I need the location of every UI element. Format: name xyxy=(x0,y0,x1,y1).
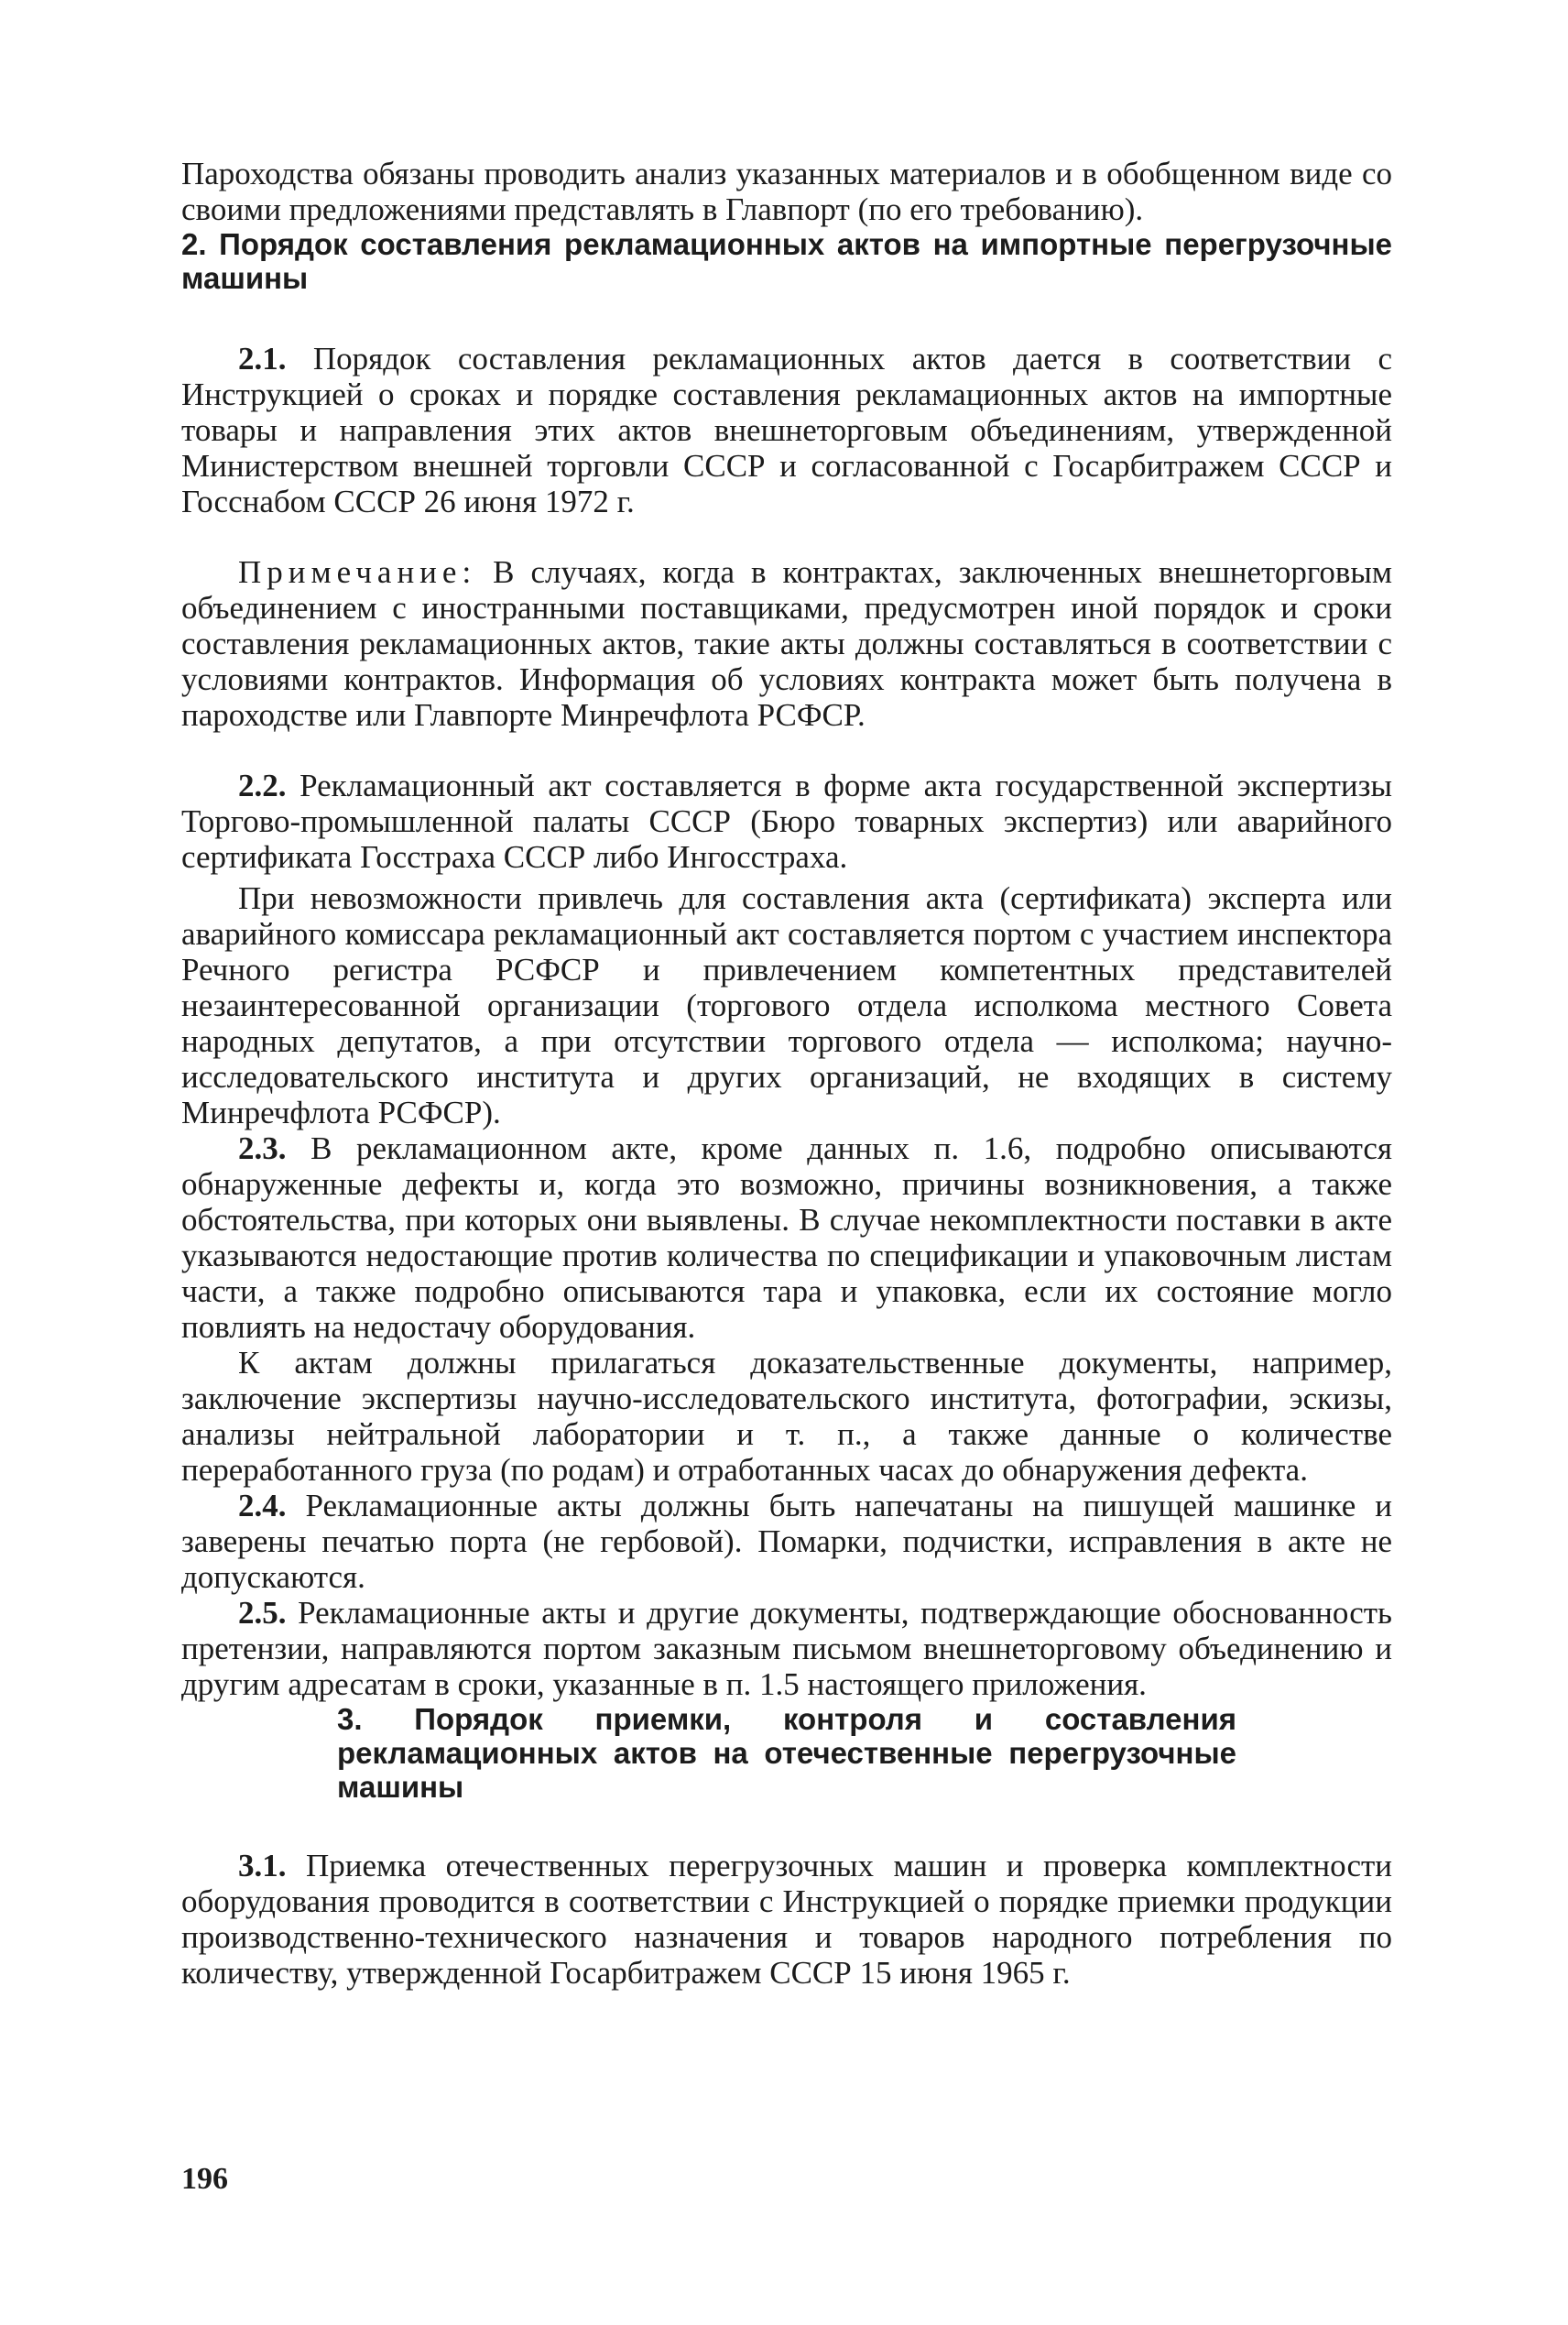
note-paragraph xyxy=(181,554,1392,733)
paragraph-2-1 xyxy=(181,341,1392,519)
paragraph-number: 3.1. xyxy=(238,1848,287,1883)
intro-paragraph: Пароходства обязаны проводить анализ указанных материалов и в обобщенном виде со своими предложениями представлять в Главпорт (по его требованию). xyxy=(181,156,1392,227)
paragraph-text: Порядок составления рекламационных актов дается в соответствии с Инструкцией о сроках и порядке составления рекламационных актов на импортные товары и направления этих актов внешнеторговым объединениям, утвержденной Министерством внешней торговли СССР и согласованной с Госарбитражем СССР и Госснабом СССР 26 июня 1972 г. xyxy=(181,341,1392,519)
paragraph-text: Рекламационные акты должны быть напечатаны на пишущей машинке и заверены печатью порта (не гербовой). Помарки, подчистки, исправления в акте не допускаются. xyxy=(181,1488,1393,1595)
paragraph-3-1 xyxy=(181,1848,1392,1991)
paragraph-2-4 xyxy=(181,1488,1392,1595)
paragraph-text: Рекламационные акты и другие документы, подтверждающие обоснованность претензии, направляются портом заказным письмом внешнеторговому объединению и другим адресатам в сроки, указанные в п. 1.5 настоящего приложения. xyxy=(181,1595,1392,1702)
note-label: Примечание: xyxy=(238,554,477,590)
section-3-heading: 3. Порядок приемки, контроля и составления рекламационных актов на отечественные перегрузочные машины xyxy=(337,1702,1236,1804)
page-number: 196 xyxy=(181,2162,228,2196)
paragraph-2-2 xyxy=(181,768,1392,875)
paragraph-2-3 xyxy=(181,1130,1392,1345)
paragraph-2-2-continued: При невозможности привлечь для составления акта (сертификата) эксперта или аварийного комиссара рекламационный акт составляется портом с участием инспектора Речного регистра РСФСР и привлечением компетентных представителей незаинтересованной организации (торгового отдела исполкома местного Совета народных депутатов, а при отсутствии торгового отдела — исполкома; научно-исследовательского института и других организаций, не входящих в систему Минречфлота РСФСР). xyxy=(181,880,1392,1130)
section-2-heading: 2. Порядок составления рекламационных актов на импортные перегрузочные машины xyxy=(181,227,1392,295)
paragraph-number: 2.2. xyxy=(238,768,287,803)
paragraph-number: 2.3. xyxy=(238,1130,287,1166)
paragraph-text: Приемка отечественных перегрузочных машин и проверка комплектности оборудования проводится в соответствии с Инструкцией о порядке приемки продукции производственно-технического назначения и товаров народного потребления по количеству, утвержденной Госарбитражем СССР 15 июня 1965 г. xyxy=(181,1848,1393,1991)
paragraph-number: 2.4. xyxy=(238,1488,287,1523)
document-page xyxy=(181,156,1392,1991)
paragraph-2-3-continued: К актам должны прилагаться доказательственные документы, например, заключение экспертизы научно-исследовательского института, фотографии, эскизы, анализы нейтральной лаборатории и т. п., а также данные о количестве переработанного груза (по родам) и отработанных часах до обнаружения дефекта. xyxy=(181,1345,1392,1488)
paragraph-text: Рекламационный акт составляется в форме акта государственной экспертизы Торгово-промышленной палаты СССР (Бюро товарных экспертиз) или аварийного сертификата Госстраха СССР либо Ингосстраха. xyxy=(181,768,1392,875)
paragraph-2-5 xyxy=(181,1595,1392,1702)
note-text: В случаях, когда в контрактах, заключенных внешнеторговым объединением с иностранными поставщиками, предусмотрен иной порядок и сроки составления рекламационных актов, такие акты должны составляться в соответствии с условиями контрактов. Информация об условиях контракта может быть получена в пароходстве или Главпорте Минречфлота РСФСР. xyxy=(181,554,1393,733)
paragraph-text: В рекламационном акте, кроме данных п. 1.6, подробно описываются обнаруженные дефекты и, когда это возможно, причины возникновения, а также обстоятельства, при которых они выявлены. В случае некомплектности поставки в акте указываются недостающие против количества по спецификации и упаковочным листам части, а также подробно описываются тара и упаковка, если их состояние могло повлиять на недостачу оборудования. xyxy=(181,1130,1392,1345)
paragraph-number: 2.5. xyxy=(238,1595,287,1631)
paragraph-number: 2.1. xyxy=(238,341,287,377)
